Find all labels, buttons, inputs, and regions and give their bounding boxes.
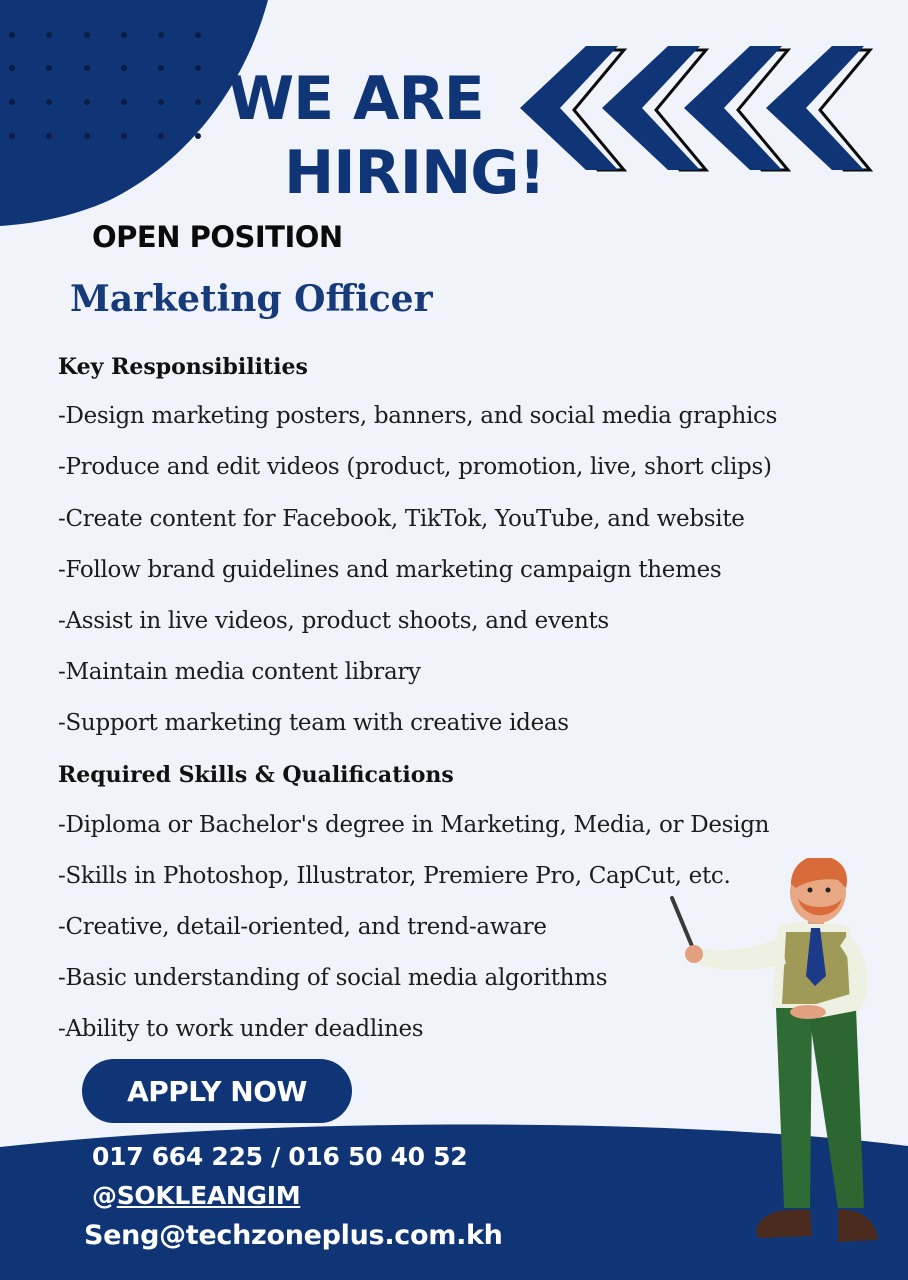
responsibility-item: -Create content for Facebook, TikTok, YouTube, and website — [58, 506, 745, 532]
responsibility-item: -Maintain media content library — [58, 659, 421, 685]
headline-line-1: WE ARE — [228, 64, 484, 134]
qualification-item: -Creative, detail-oriented, and trend-aware — [58, 914, 547, 940]
contact-phone: 017 664 225 / 016 50 40 52 — [92, 1142, 468, 1171]
responsibility-item: -Produce and edit videos (product, promotion, live, short clips) — [58, 454, 772, 480]
position-title: Marketing Officer — [70, 278, 433, 320]
qualifications-heading: Required Skills & Qualifications — [58, 762, 454, 788]
contact-email[interactable]: Seng@techzoneplus.com.kh — [84, 1220, 503, 1251]
apply-now-button[interactable]: APPLY NOW — [82, 1059, 352, 1123]
qualification-item: -Skills in Photoshop, Illustrator, Premiere Pro, CapCut, etc. — [58, 863, 731, 889]
chevron-decoration — [520, 46, 870, 170]
qualification-item: -Basic understanding of social media algorithms — [58, 965, 608, 991]
responsibility-item: -Assist in live videos, product shoots, and events — [58, 608, 609, 634]
presenter-illustration — [660, 858, 890, 1278]
contact-handle[interactable] — [92, 1181, 300, 1210]
responsibility-item: -Follow brand guidelines and marketing campaign themes — [58, 557, 722, 583]
open-position-label: OPEN POSITION — [92, 220, 343, 254]
responsibility-item: -Support marketing team with creative ideas — [58, 710, 569, 736]
responsibilities-heading: Key Responsibilities — [58, 354, 308, 380]
headline-line-2: HIRING! — [284, 138, 545, 208]
responsibility-item: -Design marketing posters, banners, and social media graphics — [58, 403, 778, 429]
qualification-item: -Ability to work under deadlines — [58, 1016, 424, 1042]
qualification-item: -Diploma or Bachelor's degree in Marketing, Media, or Design — [58, 812, 770, 838]
handle-prefix: @ — [92, 1181, 117, 1210]
handle-link[interactable]: SOKLEANGIM — [116, 1181, 301, 1210]
